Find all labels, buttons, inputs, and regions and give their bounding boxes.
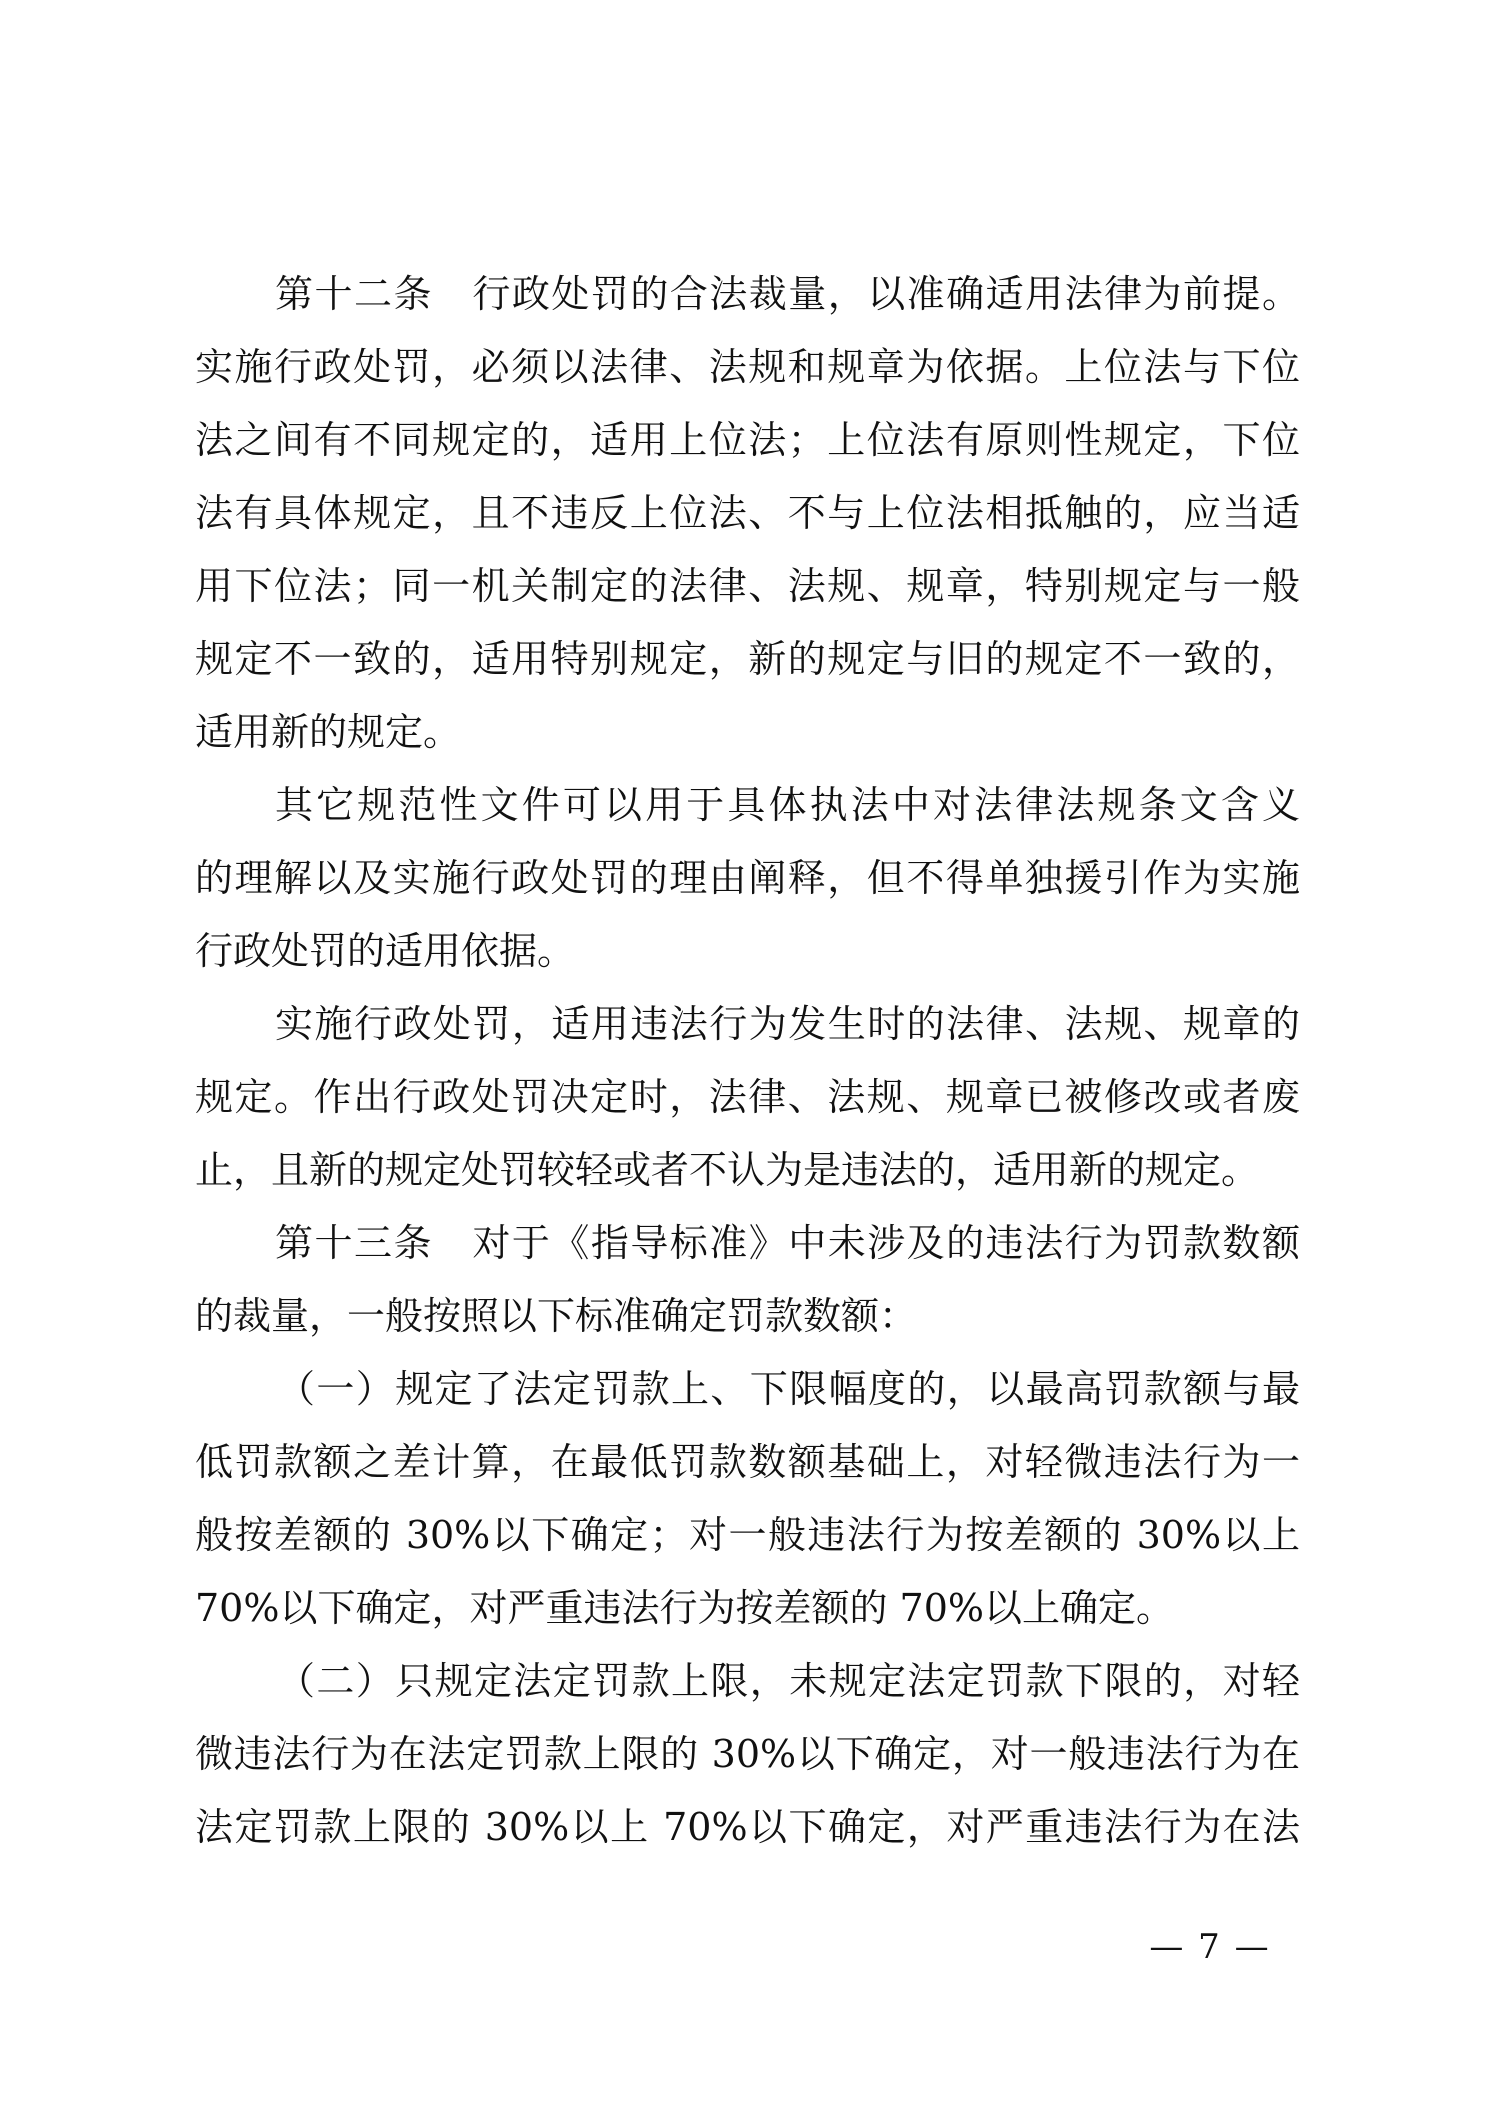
text-line: 用下位法；同一机关制定的法律、法规、规章，特别规定与一般 [195,564,1300,608]
text-line: 第十二条 行政处罚的合法裁量，以准确适用法律为前提。 [275,272,1300,316]
text-line: 70%以下确定，对严重违法行为按差额的 70%以上确定。 [195,1586,1175,1630]
text-line: 实施行政处罚，必须以法律、法规和规章为依据。上位法与下位 [195,345,1300,389]
text-line: （二）只规定法定罚款上限，未规定法定罚款下限的，对轻 [277,1659,1300,1703]
text-line: 般按差额的 30%以下确定；对一般违法行为按差额的 30%以上 [195,1513,1300,1557]
text-line: 的理解以及实施行政处罚的理由阐释，但不得单独援引作为实施 [195,856,1300,900]
body-text [195,258,1300,1864]
text-line: 法定罚款上限的 30%以上 70%以下确定，对严重违法行为在法 [195,1805,1300,1849]
text-line: 行政处罚的适用依据。 [195,929,576,973]
text-line: 微违法行为在法定罚款上限的 30%以下确定，对一般违法行为在 [195,1732,1300,1776]
text-line: 低罚款额之差计算，在最低罚款数额基础上，对轻微违法行为一 [195,1440,1300,1484]
text-line: 第十三条 对于《指导标准》中未涉及的违法行为罚款数额 [275,1221,1300,1265]
text-line: 法有具体规定，且不违反上位法、不与上位法相抵触的，应当适 [195,491,1300,535]
text-line: （一）规定了法定罚款上、下限幅度的，以最高罚款额与最 [277,1367,1300,1411]
text-line: 适用新的规定。 [195,710,462,754]
text-line: 止，且新的规定处罚较轻或者不认为是违法的，适用新的规定。 [195,1148,1260,1192]
page-number: — 7 — [1149,1927,1271,1967]
text-line: 规定。作出行政处罚决定时，法律、法规、规章已被修改或者废 [195,1075,1300,1119]
text-line: 的裁量，一般按照以下标准确定罚款数额： [195,1294,918,1338]
text-line: 其它规范性文件可以用于具体执法中对法律法规条文含义 [275,783,1300,827]
text-line: 规定不一致的，适用特别规定，新的规定与旧的规定不一致的， [195,637,1300,681]
text-line: 法之间有不同规定的，适用上位法；上位法有原则性规定，下位 [195,418,1300,462]
text-line: 实施行政处罚，适用违法行为发生时的法律、法规、规章的 [275,1002,1300,1046]
